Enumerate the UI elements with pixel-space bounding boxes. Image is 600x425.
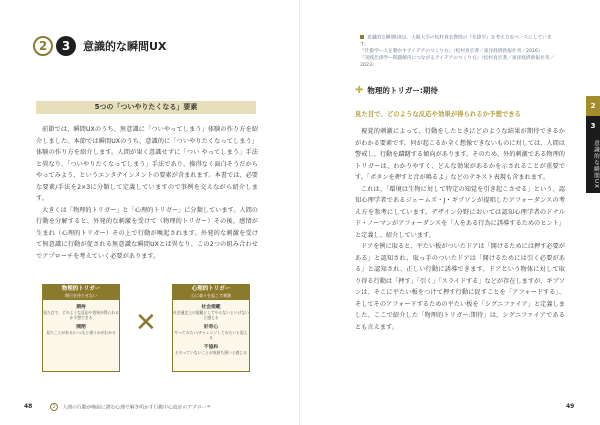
cross-icon: ✕ <box>135 308 157 338</box>
diagram-item-desc: 社会通念上の規範としてやらないといけないと感じる <box>173 310 249 320</box>
physical-trigger-header: 物理的トリガー 期日を待たせない <box>43 285 119 300</box>
paragraph: 視覚的刺激によって、行動をしたときにどのような結果が期待できるかがわかる要素です。何が起こるか全く想像できないものに対しては、人間は警戒し、行動を躊躇する傾向があります。そのため、外的刺激である物理的トリガーは、わかりやすく、どんな効果があるかを示されることが重要です。「ボタンを押すと音が鳴るよ」などのテキスト表現も含まれます。 <box>355 128 565 181</box>
right-body <box>355 126 565 333</box>
chapter-title: 意識的な瞬間UX <box>83 40 167 53</box>
chapter-number-outline: 2 <box>33 36 53 56</box>
note-marker-icon <box>360 35 364 39</box>
right-page <box>300 0 600 425</box>
note-line: 『実践仕掛学―問題解決につながるアイデアのつくり方』（松村真宏著／東洋経済新報社刊／2023） <box>360 55 555 68</box>
diagram-item-desc: そろっていないことが気持ち悪いと感じる <box>174 350 248 355</box>
diagram-item-title: 不協和 <box>203 345 219 350</box>
side-tab-label: 意識的な瞬間UX <box>586 136 600 193</box>
diagram-item-title: 開閉 <box>76 325 86 330</box>
paragraph: これは、「環境は生物に対して特定の知覚を引き起こさせる」という、認知心理学者であるジェームズ・J・ギブソンが提唱したアフォーダンスの考え方を参考にしています。デザイン分野においては認知心理学者のドナルド・ノーマンがアフォーダンスを「人をある行為に誘導するためのヒント」と定義し、紹介しています。 <box>355 185 565 239</box>
chapter-mark-icon: 2 <box>50 403 58 411</box>
plus-icon: ✚ <box>355 84 364 96</box>
footer-text: 人間の行動が喚起に潜む心理で解き明かす行動中心設計のアプローチ <box>62 405 212 411</box>
diagram-item-desc: やってみたい/チャレンジしてみたいと思える <box>174 330 248 340</box>
reference-note <box>360 35 560 69</box>
page-number: 49 <box>566 403 575 410</box>
subsection-heading: ✚ 物理的トリガー:期待 <box>355 84 438 96</box>
paragraph: ドアを例に取ると、平たい板がついたドアは「開けるためには押す必要がある」と認知され、取っ手のついたドアは「開けるためには引く必要がある」と認知され、正しい行動に誘導できます。ドアという物体に対して取り得る行動は「押す」「引く」「スライドする」などが存在しますが、ギブソンは、そこに平たい板をつけて押す行動に促すことを「アフォードする」、そしてそのアフォードするための平たい板を「シグニファイア」と定義しました。ここで紹介した「物理的トリガー:期待」は、シグニファイアであるとも言えます。 <box>355 243 565 331</box>
subsection-subheading: 見た目で、どのような反応や効果が得られるか予想できる <box>355 110 522 118</box>
running-footer <box>50 403 211 411</box>
diagram-item-desc: 見た目で、どのような反応や効果が得られるか予想できる <box>43 310 119 320</box>
chapter-side-tabs <box>586 96 600 193</box>
section-title: 5つの「ついやりたくなる」要素 <box>36 101 256 114</box>
note-line: 『仕掛学―人を動かすアイデアのつくり方』（松村真宏著／東洋経済新報社刊／2016） <box>360 49 543 55</box>
paragraph: 大きくは「物理的トリガー」と「心理的トリガー」に分類しています。人間の行動を分解すると、外発的な刺激を受けて（物理的トリガー）その後、感情が生まれ（心理的トリガー）その上で行動が喚起されます。外発的な刺激を受けて無意識に行動が促される無意識な瞬間UXとは異なり、この2つの組み合わせでアプローチを考えていく必要があります。 <box>36 206 258 260</box>
diagram-item-title: 好奇心 <box>203 325 219 330</box>
page-number: 48 <box>24 403 33 410</box>
side-tab-chapter-2: 2 <box>586 96 600 116</box>
trigger-diagram <box>42 284 252 374</box>
note-line: 意識的な瞬間UXは、大阪大学の松村真宏教授の『仕掛学』を考え方をベースにしています。 <box>360 35 552 48</box>
physical-trigger-box <box>42 284 120 372</box>
chapter-number-filled: 3 <box>56 36 76 56</box>
psychological-trigger-header: 心理的トリガー 心に楽々を起こす刺激 <box>173 285 249 300</box>
diagram-item-title: 社会規範 <box>201 305 221 310</box>
psychological-trigger-box <box>172 284 250 372</box>
diagram-item-desc: 見たことがある/いつもと違うかがわかる <box>46 330 116 335</box>
chapter-header <box>33 36 166 56</box>
diagram-item-title: 期待 <box>76 305 86 310</box>
left-body <box>36 124 258 262</box>
side-tab-chapter-3: 3 <box>586 116 600 136</box>
paragraph: 前節では、瞬間UXのうち、無意識に「ついやってしまう」体験の作り方を紹介しました。本節では瞬間UXのうち、意識的に「ついやりたくなってしまう」体験の作り方を紹介します。人間が果く意識せずに「つい やってしまう」手法と異なり、「ついやりたくなってしまう」手法であり、操得なく面白そうだからやってみよう、というエンタテインメントの要素が含まれます。本書では、必要な要素/手法を2×3に分類して定義していますので事例を交えながら紹介します。 <box>36 126 258 202</box>
